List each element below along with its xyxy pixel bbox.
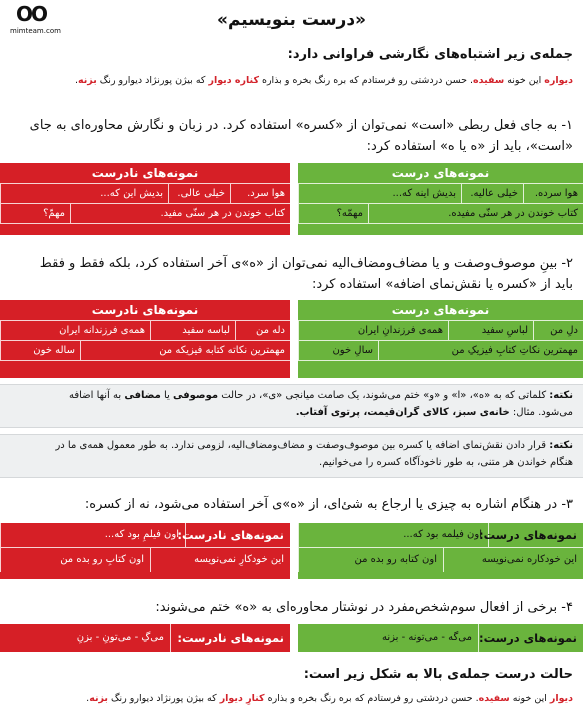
final-red-word-1: دیوار (549, 693, 573, 704)
logo-mark: OO (16, 2, 47, 26)
section-1-line-2: «است»، باید از «ه یا ه» استفاده کرد: (366, 139, 573, 154)
section-1-correct-cell: خیلی عالیه. (461, 184, 523, 204)
intro-red-word-3: کناره دیوار (208, 75, 259, 86)
section-3-wrong-cell: اون فیلمِ بود که... (0, 523, 185, 547)
section-1-wrong-cell: کتاب خوندن در هر سنّی مفید. (70, 204, 290, 224)
intro-red-word-2: سفیده (473, 75, 505, 86)
logo-url: mimteam.com (10, 27, 61, 35)
section-3-wrong-heading: نمونه‌های نادرست: (185, 523, 290, 547)
note-2 (0, 434, 583, 478)
section-3-correct-cell: اون فیلمه بود که... (298, 523, 488, 547)
intro-heading: جمله‌ی زیر اشتباه‌های نگارشی فراوانی دارد: (287, 47, 573, 62)
note-1-after: به آنها اضافه (68, 390, 125, 401)
section-4-correct-box (298, 624, 583, 652)
section-2-correct-heading: نمونه‌های درست (298, 300, 583, 321)
section-1-correct-box (298, 163, 583, 235)
section-1-wrong-box (0, 163, 290, 235)
intro-text-mid: این خونه (504, 75, 545, 86)
section-4-wrong-value: می‌گِ - می‌تونِ - بزنِ (76, 632, 164, 643)
intro-red-word-4: بزنه (77, 75, 97, 86)
section-2-text (0, 253, 583, 295)
section-1-wrong-cell: هوا سرد. (230, 184, 290, 204)
final-red-word-3: کنارِ دیوار (219, 693, 265, 704)
section-4-wrong-box (0, 624, 290, 652)
intro-red-word-1: دیواره (544, 75, 573, 86)
section-3-correct-box (298, 523, 583, 579)
final-text-tail: که بیژن پورنژاد دیوارو رنگ (108, 693, 220, 704)
note-2-line-2: هنگام خواندن هر متنی، به طور ناخودآگاه کسره را می‌خوانیم. (319, 457, 573, 468)
section-2-wrong-cell: دله من (235, 321, 290, 341)
section-2-wrong-cell: لباسه سفید (150, 321, 235, 341)
section-2-line-1: ۲- بینِ موصوف‌وصفت و یا مضاف‌ومضاف‌الیه نمی‌توان از «ه»ی آخر استفاده کرد، بلکه فقط و فقط (39, 256, 573, 271)
section-1-line-1: ۱- به جای فعل ربطی «است» نمی‌توان از «کسره» استفاده کرد. در زبان و نگارش محاوره‌ای به جای (29, 118, 573, 133)
section-1-correct-heading: نمونه‌های درست (298, 163, 583, 184)
section-2-correct-cell: دلِ من (533, 321, 583, 341)
final-text-end: . (86, 693, 90, 704)
section-1-wrong-cell: خیلی عالی. (168, 184, 230, 204)
note-1-label: نکته: (549, 390, 573, 401)
section-3-text: ۳- در هنگام اشاره به چیزی یا ارجاع به شئ‌ای، از «ه»ی آخر استفاده می‌شود، نه از کسره: (84, 497, 573, 512)
title-text: «درست بنویسیم» (216, 10, 367, 30)
section-3-correct-heading: نمونه‌های درست: (488, 523, 583, 547)
section-2-correct-cell: سالِ خون (298, 341, 378, 361)
intro-text-tail: که بیژن پورنژاد دیوارو رنگ (96, 75, 209, 86)
note-1-mid: یا (160, 390, 173, 401)
section-1-wrong-cell: بدیش این که... (0, 184, 168, 204)
section-4-wrong-heading: نمونه‌های نادرست: (170, 624, 290, 652)
section-2-wrong-cell: مهمترین نکاته کتابه فیزیکه من (80, 341, 290, 361)
page-title (0, 0, 583, 40)
intro-example (0, 74, 583, 88)
note-1-text: کلماتی که به «ه»، «ا» و «و» ختم می‌شوند، یک صامت میانجی «ی»، در حالت (218, 390, 550, 401)
note-1-bold-1: موصوفی (173, 390, 219, 401)
intro-text-end: . (74, 75, 78, 86)
section-2-correct-cell: لباسِ سفید (448, 321, 533, 341)
section-3-correct-cell: این خودکاره نمی‌نویسه (443, 548, 583, 572)
note-2-label: نکته: (549, 440, 573, 451)
intro-text-rest: . حسن دردشتی رو فرستادم که بره رنگ بخره و بذاره (258, 75, 474, 86)
final-text-mid: این خونه (509, 693, 550, 704)
section-2-wrong-box (0, 300, 290, 378)
section-2-correct-cell: مهمترین نکاتِ کتابِ فیزیکِ من (378, 341, 583, 361)
note-1-line-2: می‌شود. مثال: (509, 407, 573, 418)
section-3-correct-cell: اون کتابه رو بده من (298, 548, 443, 572)
section-1-wrong-cell: مهمّ؟ (0, 204, 70, 224)
section-1-correct-cell: کتاب خوندن در هر سنّی مفیده. (368, 204, 583, 224)
note-2-text: قرار دادن نقش‌نمای اضافه یا کسره بین موصوف‌وصفت و مضاف‌ومضاف‌الیه، لزومی ندارد. به طور معمول همه‌ی ما در (55, 440, 550, 451)
section-4-correct-heading: نمونه‌های درست: (478, 624, 583, 652)
section-2-correct-box (298, 300, 583, 378)
section-2-wrong-heading: نمونه‌های نادرست (0, 300, 290, 321)
section-3-wrong-cell: این خودکارِ نمی‌نویسه (150, 548, 290, 572)
section-1-correct-cell: هوا سرده. (523, 184, 583, 204)
note-1-bold-3: خانه‌ی سبز، کالای گران‌قیمت، پرتوی آفتاب. (295, 407, 510, 418)
logo (6, 2, 68, 42)
section-1-text (0, 115, 583, 157)
section-2-wrong-cell: همه‌ی فرزندانه ایران (0, 321, 150, 341)
section-4-correct-value: می‌گه - می‌تونه - بزنه (382, 632, 472, 643)
section-3-wrong-box (0, 523, 290, 579)
section-2-wrong-cell: ساله خون (0, 341, 80, 361)
section-1-wrong-heading: نمونه‌های نادرست (0, 163, 290, 184)
section-4-text: ۴- برخی از افعال سوم‌شخص‌مفرد در نوشتار محاوره‌ای به «ه» ختم می‌شوند: (155, 600, 573, 615)
section-3-wrong-cell: اون کتابِ رو بده من (0, 548, 150, 572)
final-example (0, 692, 583, 706)
section-1-correct-cell: بدیش اینه که... (298, 184, 461, 204)
final-red-word-4: بزنه (89, 693, 108, 704)
section-1-correct-cell: مهمّه؟ (298, 204, 368, 224)
final-heading: حالت درست جمله‌ی بالا به شکل زیر است: (303, 667, 573, 682)
note-1-bold-2: مضافی (124, 390, 161, 401)
section-2-line-2: باید از «کسره یا نقش‌نمای اضافه» استفاده کرد: (311, 277, 573, 292)
final-red-word-2: سفیده (478, 693, 510, 704)
final-text-rest: . حسن دردشتی رو فرستادم که بره رنگ بخره و بذاره (264, 693, 479, 704)
section-2-correct-cell: همه‌ی فرزندانِ ایران (298, 321, 448, 341)
note-1 (0, 384, 583, 428)
